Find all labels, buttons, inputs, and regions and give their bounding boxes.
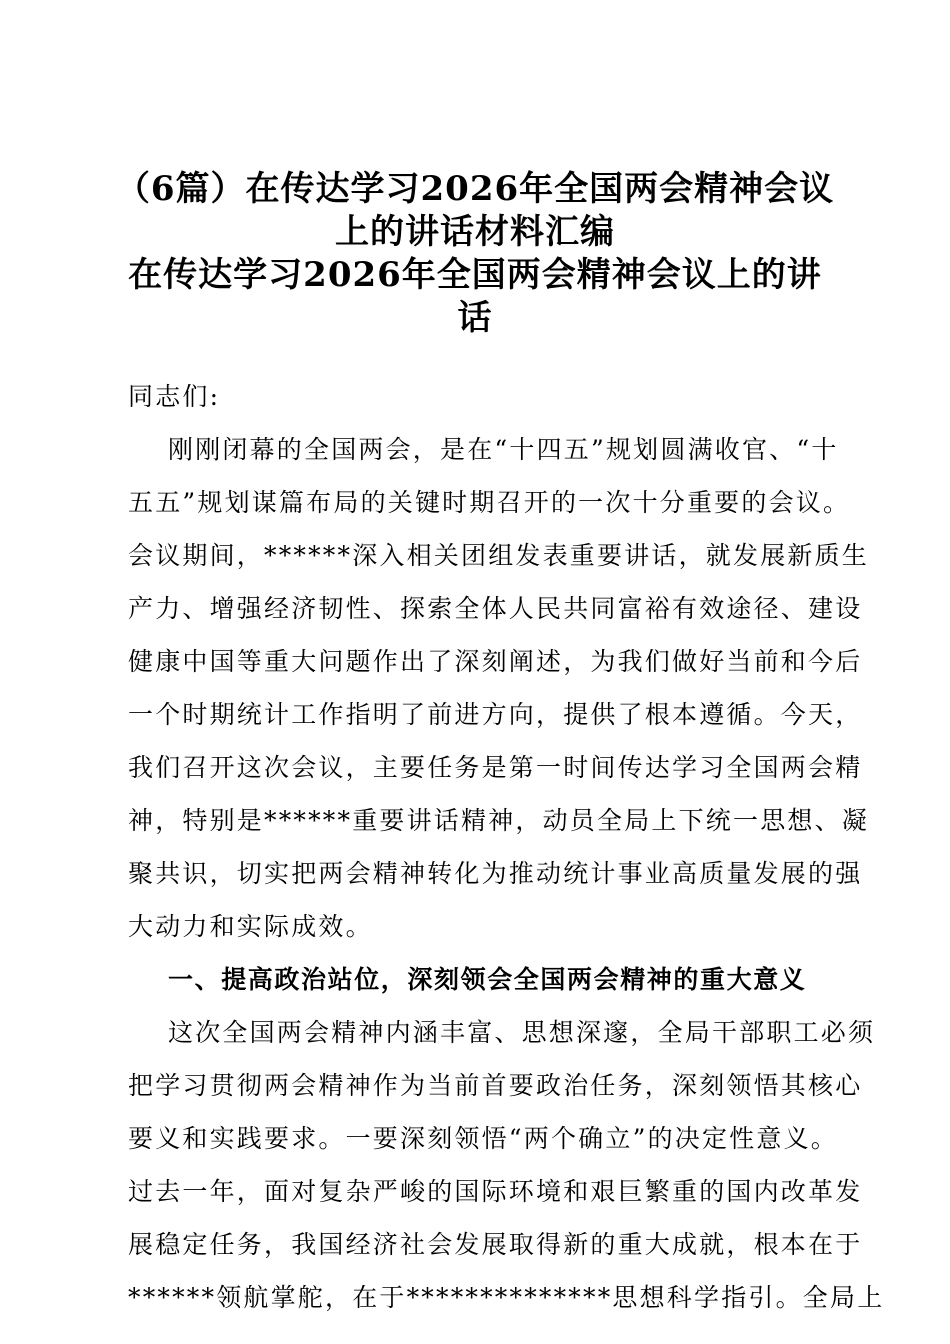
paragraph-line: 产力、增强经济韧性、探索全体人民共同富裕有效途径、建设 [128,594,863,623]
paragraph-line: 要义和实践要求。一要深刻领悟“两个确立”的决定性意义。 [128,1124,838,1153]
paragraph-line: 健康中国等重大问题作出了深刻阐述，为我们做好当前和今后 [128,647,863,676]
paragraph-line: 一个时期统计工作指明了前进方向，提供了根本遵循。今天， [128,700,863,729]
paragraph-line: 展稳定任务，我国经济社会发展取得新的重大成就，根本在于 [128,1230,863,1259]
main-title-line-1: （6篇）在传达学习2026年全国两会精神会议 [115,169,835,209]
section-heading-1: 一、提高政治站位，深刻领会全国两会精神的重大意义 [168,965,807,994]
paragraph-line: 把学习贯彻两会精神作为当前首要政治任务，深刻领悟其核心 [128,1071,863,1100]
paragraph-line: 聚共识，切实把两会精神转化为推动统计事业高质量发展的强 [128,859,863,888]
paragraph-line: 我们召开这次会议，主要任务是第一时间传达学习全国两会精 [128,753,863,782]
paragraph-line: 五五”规划谋篇布局的关键时期召开的一次十分重要的会议。 [128,488,851,517]
paragraph-intro [128,423,870,953]
paragraph-line: 会议期间，******深入相关团组发表重要讲话，就发展新质生 [128,541,870,570]
paragraph-line: ******领航掌舵，在于**************思想科学指引。全局上 [128,1283,885,1312]
paragraph-line: 大动力和实际成效。 [128,912,373,941]
salutation: 同志们: [128,382,221,411]
paragraph-line: 刚刚闭幕的全国两会，是在“十四五”规划圆满收官、“十 [168,435,839,464]
sub-title-line-2: 话 [457,298,493,338]
paragraph-line: 神，特别是******重要讲话精神，动员全局上下统一思想、凝 [128,806,870,835]
main-title-line-2: 上的讲话材料汇编 [335,212,615,252]
document-body [128,370,885,1324]
document-title [110,168,840,340]
paragraph-section-1 [128,1006,885,1324]
sub-title-line-1: 在传达学习2026年全国两会精神会议上的讲 [128,255,822,295]
paragraph-line: 过去一年，面对复杂严峻的国际环境和艰巨繁重的国内改革发 [128,1177,863,1206]
paragraph-line: 这次全国两会精神内涵丰富、思想深邃，全局干部职工必须 [168,1018,876,1047]
